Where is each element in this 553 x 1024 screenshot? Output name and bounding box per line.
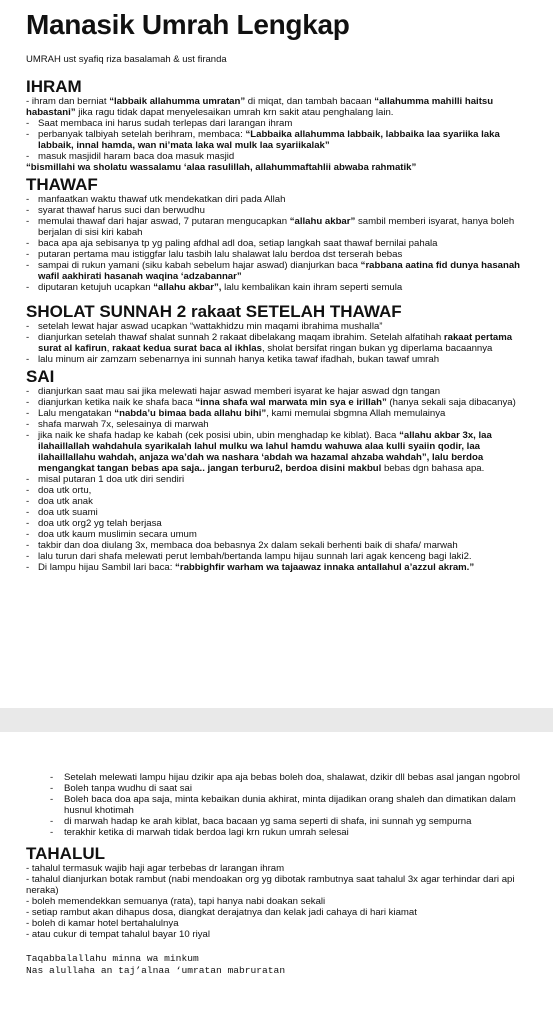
text-run: , sholat bersifat ringan bukan yg diperlama bacaannya: [261, 343, 493, 354]
text-run: Saat membaca ini harus sudah terlepas dari larangan ihram: [38, 118, 293, 129]
section-sholat: [26, 302, 529, 365]
closing-line-2: Nas alullaha an taj’alnaa ‘umratan mabruratan: [26, 965, 286, 976]
section-sai: [26, 367, 529, 573]
text-run-bold: “allahu akbar 3x, laa ilahaillallah wahdahula syarikalah lahul mulku wa lahul hamdu wahuwa alaa kulli syaiin qodir, laa ilahaillallahu wahdah, anjaza wa’dah wa nashara ‘abdah wa hazamal ahzaba wahdah”, lalu berdoa mengangkat tangan bebas apa saja.. jangan terburu2, berdoa disini makbul: [38, 430, 492, 474]
section-heading-sai: SAI: [26, 367, 55, 386]
tahalul-line: - tahalul dianjurkan botak rambut (nabi mendoakan org yg dibotak rambutnya saat tahalul 3x agar terhindar dari api neraka): [26, 874, 515, 896]
list-item: [26, 216, 529, 238]
text-run: baca apa aja sebisanya tp yg paling afdhal adl doa, setiap langkah saat thawaf bernilai pahala: [38, 238, 438, 249]
list-item: [26, 354, 529, 365]
text-run: manfaatkan waktu thawaf utk mendekatkan diri pada Allah: [38, 194, 286, 205]
ihram-closing: [26, 162, 529, 173]
list-item: [26, 282, 529, 293]
text-run: dianjurkan saat mau sai jika melewati hajar aswad memberi isyarat ke hajar aswad dgn tangan: [38, 386, 441, 397]
text-run: diputaran ketujuh ucapkan: [38, 282, 154, 293]
list-item: [26, 485, 529, 496]
list-item: [26, 194, 529, 205]
text-run: dianjurkan setelah thawaf shalat sunnah 2 rakaat dibelakang maqam ibrahim. Setelah alfatihah: [38, 332, 444, 343]
list-item: [26, 321, 529, 332]
text-run-bold: “inna shafa wal marwata min sya e irillah”: [195, 397, 387, 408]
text-run-bold: “rabbighfir warham wa tajaawaz innaka antallahul a’azzul akram.”: [175, 562, 475, 573]
text-run: putaran pertama mau istiggfar lalu tasbih lalu shalawat lalu berdoa dst terserah bebas: [38, 249, 403, 260]
text-run: jika naik ke shafa hadap ke kabah (cek posisi ubin, ubin menghadap ke kiblat). Baca: [38, 430, 400, 441]
text-run-bold: “Labbaika allahumma labbaik, labbaika laa syariika laka labbaik, innal hamda, wan ni’mata laka wal mulk laa syariikalak”: [38, 129, 500, 151]
section-heading-thawaf: THAWAF: [26, 175, 98, 194]
text-run: terakhir ketika di marwah tidak berdoa lagi krn rukun umrah selesai: [64, 827, 349, 838]
text-run: jika ragu tidak dapat menyelesaikan umrah krn sakit atau penghalang lain.: [75, 107, 394, 118]
section-tahalul: [26, 844, 529, 940]
text-run: misal putaran 1 doa utk diri sendiri: [38, 474, 185, 485]
tahalul-line: - setiap rambut akan dihapus dosa, diangkat derajatnya dan kelak jadi cahaya di hari kiamat: [26, 907, 417, 918]
text-run: Lalu mengatakan: [38, 408, 115, 419]
tahalul-lines: [26, 863, 529, 940]
sholat-list: [26, 321, 529, 365]
text-run: di marwah hadap ke arah kiblat, baca bacaan yg sama seperti di shafa, ini sunnah yg sempurna: [64, 816, 472, 827]
page-subtitle: UMRAH ust syafiq riza basalamah & ust firanda: [26, 54, 227, 65]
list-item: [26, 562, 529, 573]
text-run: (hanya sekali saja dibacanya): [386, 397, 516, 408]
text-run: Boleh tanpa wudhu di saat sai: [64, 783, 193, 794]
text-run: shafa marwah 7x, selesainya di marwah: [38, 419, 209, 430]
text-run: bebas dgn bahasa apa.: [381, 463, 485, 474]
sai-list: [26, 386, 529, 573]
section-thawaf: [26, 175, 529, 293]
text-run-bold: “allahu akbar”: [289, 216, 356, 227]
ihram-intro: [26, 96, 529, 118]
text-run: setelah lewat hajar aswad ucapkan “wattakhidzu min maqami ibrahima mushalla”: [38, 321, 383, 332]
tahalul-line: - boleh memendekkan semuanya (rata), tapi hanya nabi doakan sekali: [26, 896, 326, 907]
text-run: ,: [106, 343, 113, 354]
text-run: di miqat, dan tambah bacaan: [245, 96, 375, 107]
list-item: [26, 118, 529, 129]
text-run-bold: “labbaik allahumma umratan”: [109, 96, 246, 107]
list-item: [26, 430, 529, 474]
list-item: [50, 794, 529, 816]
text-run: dianjurkan ketika naik ke shafa baca: [38, 397, 196, 408]
list-item: [50, 783, 529, 794]
text-run-bold: “bismillahi wa sholatu wassalamu ‘alaa rasulillah, allahummaftahlii abwaba rahmatik”: [26, 162, 417, 173]
list-item: [50, 772, 529, 783]
text-run: doa utk org2 yg telah berjasa: [38, 518, 162, 529]
list-item: [26, 249, 529, 260]
text-run: lalu minum air zamzam sebenarnya ini sunnah hanya ketika tawaf ifadhah, bukan tawaf umrah: [38, 354, 440, 365]
list-item: [26, 238, 529, 249]
section-heading-tahalul: TAHALUL: [26, 844, 105, 863]
list-item: [26, 551, 529, 562]
list-item: [26, 507, 529, 518]
list-item: [26, 129, 529, 151]
list-item: [26, 529, 529, 540]
list-item: [26, 397, 529, 408]
text-run-bold: “allahu akbar”,: [153, 282, 222, 293]
list-item: [26, 205, 529, 216]
tahalul-line: - atau cukur di tempat tahalul bayar 10 riyal: [26, 929, 210, 940]
tahalul-line: - boleh di kamar hotel bertahalulnya: [26, 918, 179, 929]
text-run: doa utk suami: [38, 507, 98, 518]
list-item: [26, 332, 529, 354]
thawaf-list: [26, 194, 529, 293]
text-run-bold: rakaat kedua surat baca al ikhlas: [112, 343, 262, 354]
list-item: [26, 419, 529, 430]
text-run: lalu turun dari shafa melewati perut lembah/bertanda lampu hijau sunnah lari agak kenceng bagi laki2.: [38, 551, 472, 562]
text-run: Boleh baca doa apa saja, minta kebaikan dunia akhirat, minta dijadikan orang shaleh dan dimatikan dalam husnul khotimah: [64, 794, 516, 816]
list-item: [26, 408, 529, 419]
closing-prayer: [26, 953, 529, 977]
text-run: memulai thawaf dari hajar aswad, 7 putaran mengucapkan: [38, 216, 290, 227]
ihram-list: [26, 118, 529, 162]
text-run: sambil memberi isyarat, hanya boleh berjalan di sisi kiri kabah: [38, 216, 515, 238]
list-item: [26, 496, 529, 507]
text-run: , kami memulai sbgmna Allah memulainya: [266, 408, 446, 419]
list-item: [26, 386, 529, 397]
closing-line-1: Taqabbalallahu minna wa minkum: [26, 953, 199, 964]
text-run-bold: rakaat pertama surat al kafirun: [38, 332, 513, 354]
text-run: lalu kembalikan kain ihram seperti semula: [221, 282, 403, 293]
text-run: doa utk kaum muslimin secara umum: [38, 529, 197, 540]
list-item: [50, 827, 529, 838]
section-heading-sholat: SHOLAT SUNNAH 2 rakaat SETELAH THAWAF: [26, 302, 402, 321]
text-run: Di lampu hijau Sambil lari baca:: [38, 562, 176, 573]
text-run: - ihram dan berniat: [26, 96, 110, 107]
text-run-bold: “nabda’u bimaa bada allahu bihi”: [114, 408, 267, 419]
list-item: [26, 474, 529, 485]
text-run: doa utk anak: [38, 496, 93, 507]
list-item: [26, 540, 529, 551]
document-page-2: [0, 732, 553, 1024]
text-run: doa utk ortu,: [38, 485, 92, 496]
text-run: perbanyak talbiyah setelah berihram, membaca:: [38, 129, 246, 140]
text-run: sampai di rukun yamani (siku kabah sebelum hajar aswad) dianjurkan baca: [38, 260, 361, 271]
page-title: Manasik Umrah Lengkap: [26, 9, 350, 40]
section-ihram: [26, 77, 529, 173]
text-run: syarat thawaf harus suci dan berwudhu: [38, 205, 205, 216]
text-run: masuk masjidil haram baca doa masuk masjid: [38, 151, 235, 162]
list-item: [50, 816, 529, 827]
text-run-bold: “allahumma mahilli haitsu habastani”: [26, 96, 494, 118]
text-run: takbir dan doa diulang 3x, membaca doa bebasnya 2x dalam sekali berhenti baik di shafa/ marwah: [38, 540, 458, 551]
list-item: [26, 151, 529, 162]
text-run-bold: “rabbana aatina fid dunya hasanah wafil aakhirati hasanah waqina ‘adzabannar”: [38, 260, 521, 282]
list-item: [26, 260, 529, 282]
sai-continued-list: [26, 772, 529, 838]
tahalul-line: - tahalul termasuk wajib haji agar terbebas dr larangan ihram: [26, 863, 285, 874]
list-item: [26, 518, 529, 529]
text-run: Setelah melewati lampu hijau dzikir apa aja bebas boleh doa, shalawat, dzikir dll bebas asal jangan ngobrol: [64, 772, 520, 783]
section-heading-ihram: IHRAM: [26, 77, 82, 96]
